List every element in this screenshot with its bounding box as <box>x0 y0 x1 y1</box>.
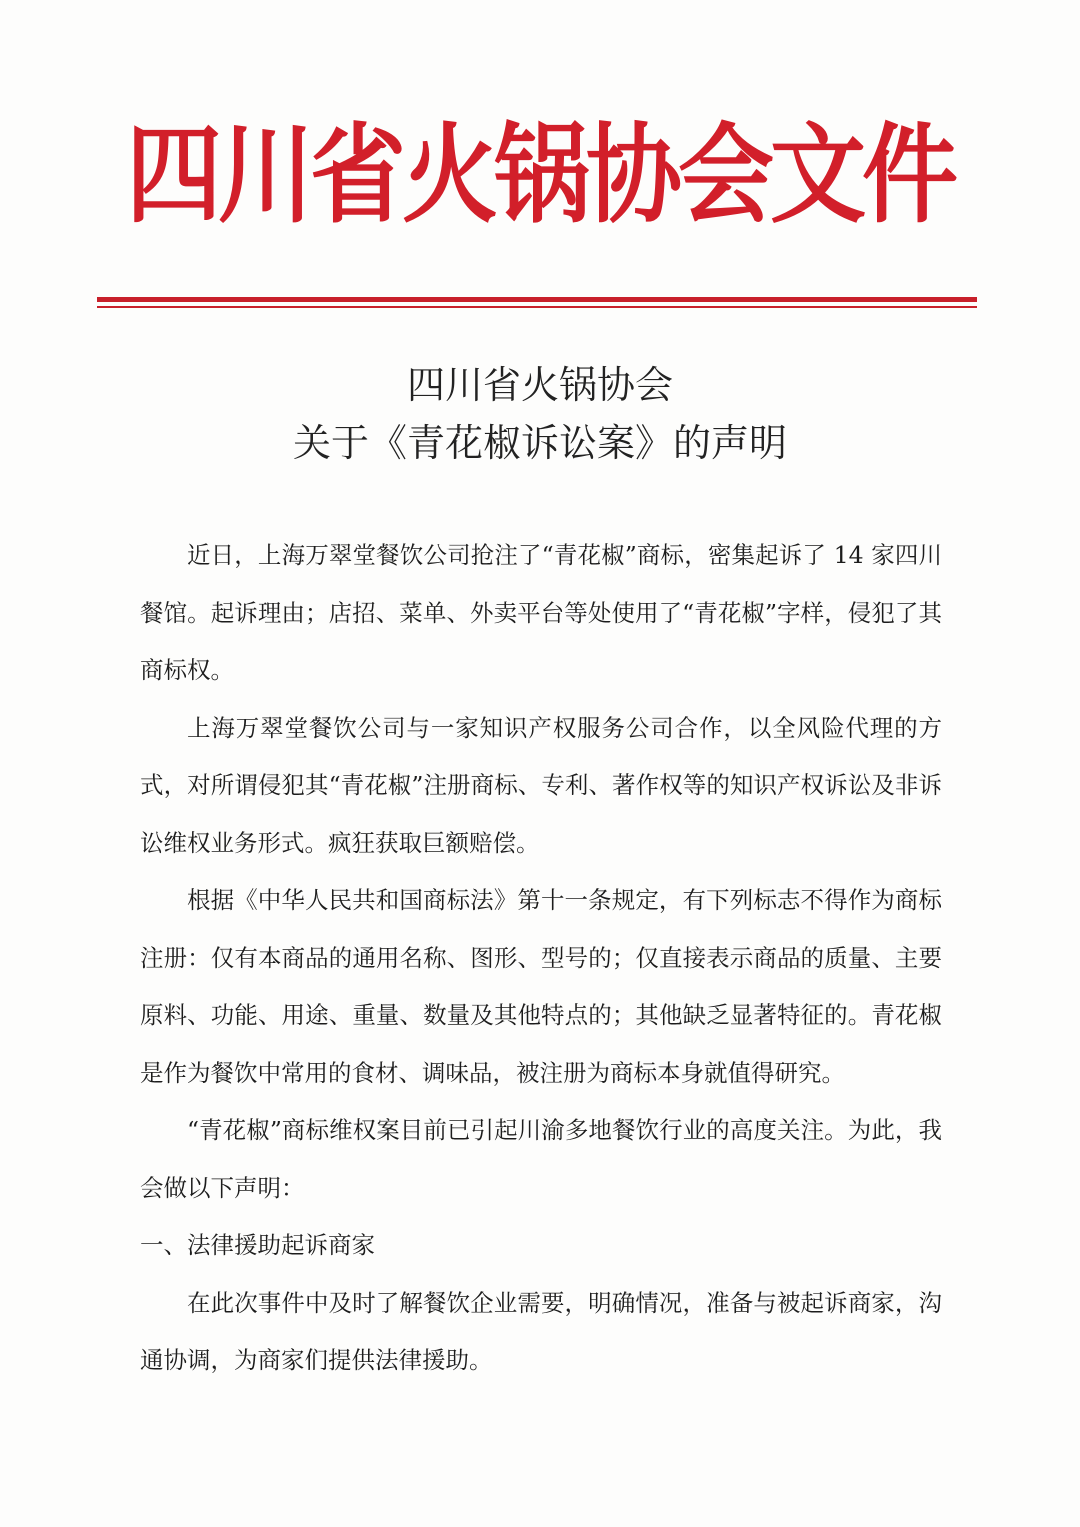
body-paragraph-2: 上海万翠堂餐饮公司与一家知识产权服务公司合作，以全风险代理的方式，对所谓侵犯其“青花椒”注册商标、专利、著作权等的知识产权诉讼及非诉讼维权业务形式。疯狂获取巨额赔偿。 <box>140 713 942 857</box>
document-title-line1: 四川省火锅协会 <box>406 363 673 407</box>
body-paragraph-4: “青花椒”商标维权案目前已引起川渝多地餐饮行业的高度关注。为此，我会做以下声明： <box>140 1116 942 1202</box>
section-1-paragraph: 在此次事件中及时了解餐饮企业需要，明确情况，准备与被起诉商家，沟通协调，为商家们提供法律援助。 <box>140 1288 942 1374</box>
section-1-heading: 一、法律援助起诉商家 <box>140 1231 375 1259</box>
body-paragraph-1: 近日，上海万翠堂餐饮公司抢注了“青花椒”商标，密集起诉了 14 家四川餐馆。起诉理由；店招、菜单、外卖平台等处使用了“青花椒”字样，侵犯了其商标权。 <box>140 541 942 684</box>
header-rule-thick <box>97 297 977 302</box>
document-body <box>140 527 942 1390</box>
document-title-line2: 关于《青花椒诉讼案》的声明 <box>292 421 787 465</box>
file-header-title: 四川省火锅协会文件 <box>126 112 954 238</box>
header-rule-thin <box>97 306 977 308</box>
body-paragraph-3: 根据《中华人民共和国商标法》第十一条规定，有下列标志不得作为商标注册：仅有本商品的通用名称、图形、型号的；仅直接表示商品的质量、主要原料、功能、用途、重量、数量及其他特点的；其他缺乏显著特征的。青花椒是作为餐饮中常用的食材、调味品，被注册为商标本身就值得研究。 <box>140 886 942 1087</box>
